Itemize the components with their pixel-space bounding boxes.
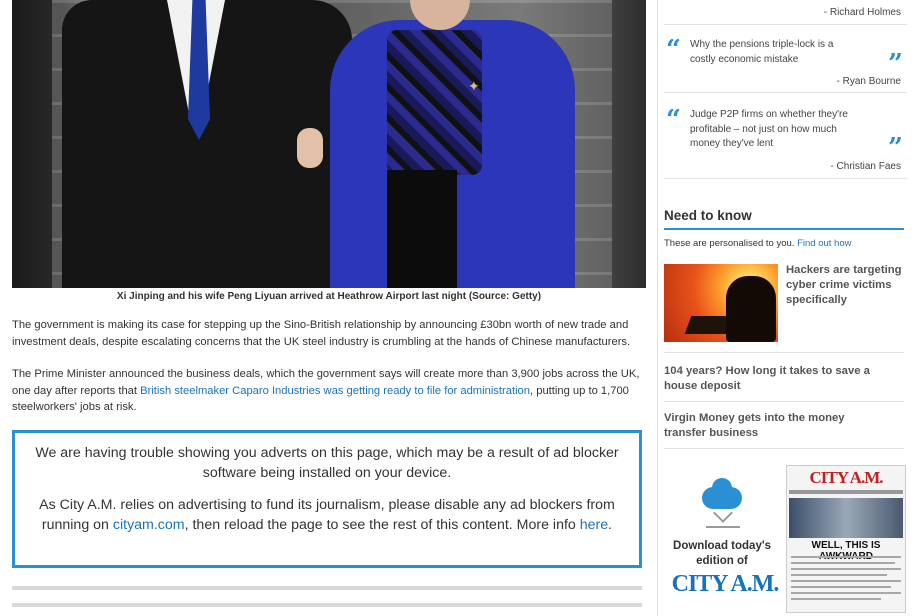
paper-text-line	[791, 556, 901, 558]
chevron-down-icon	[706, 512, 740, 528]
quote-author: - Christian Faes	[830, 161, 901, 172]
paper-photo	[789, 498, 903, 538]
quote-text: Why the pensions triple-lock is a costly economic mistake	[690, 39, 834, 65]
article-paragraph-2	[12, 366, 646, 416]
cityam-link[interactable]: cityam.com	[112, 517, 185, 533]
paper-masthead: CITY A.M.	[809, 468, 883, 487]
adblock-text: , then reload the page to see the rest of this content. More info	[184, 517, 580, 533]
subtitle-text: These are personalised to you.	[664, 238, 798, 249]
need-to-know-item[interactable]: Virgin Money gets into the money transfer business	[664, 412, 845, 439]
adblock-request	[15, 495, 639, 535]
divider	[664, 352, 904, 353]
sidebar	[657, 0, 911, 616]
paper-text-line	[791, 592, 901, 594]
hacker-silhouette	[726, 276, 776, 342]
close-quote-icon: ”	[888, 133, 903, 163]
paragraph-text: , putting up to 1,700 steelworkers' jobs at risk.	[12, 384, 629, 413]
quote-author: - Richard Holmes	[823, 7, 901, 18]
adblock-notice	[12, 430, 642, 568]
paper-text-line	[791, 562, 895, 564]
paragraph-text: The Prime Minister announced the business deals, which the government says will create more than 3,900 jobs across the UK, one day after reports that	[12, 368, 640, 397]
opinion-quote[interactable]	[664, 0, 907, 25]
patterned-scarf	[387, 30, 482, 175]
newspaper-cover[interactable]	[786, 465, 906, 613]
open-quote-icon: “	[666, 35, 681, 65]
download-edition-label[interactable]: Download today's edition of	[673, 540, 771, 567]
blurred-footer-line	[12, 586, 642, 590]
brooch-icon: ✦	[468, 78, 480, 94]
paper-text-line	[791, 586, 891, 588]
adblock-text: .	[608, 517, 613, 533]
paper-text-line	[791, 598, 881, 600]
opinion-quote[interactable]	[664, 30, 907, 93]
black-dress	[387, 170, 457, 288]
image-caption: Xi Jinping and his wife Peng Liyuan arrived at Heathrow Airport last night (Source: Getty)	[116, 291, 542, 302]
divider	[664, 401, 904, 402]
hacker-thumbnail[interactable]	[664, 264, 778, 342]
article-hero-image	[12, 0, 646, 288]
caparo-link[interactable]: British steelmaker Caparo Industries was getting ready to file for administration	[140, 384, 530, 397]
quote-text: Judge P2P firms on whether they're profitable – not just on how much money they've lent	[690, 109, 848, 149]
paper-text-line	[791, 574, 887, 576]
hand	[297, 128, 323, 168]
paper-text-line	[791, 580, 901, 582]
more-info-link[interactable]: here	[579, 517, 609, 533]
adblock-text: As City A.M. relies on advertising to fund its journalism, please disable any ad blockers from running on	[39, 497, 615, 533]
need-to-know-item[interactable]: Hackers are targeting cyber crime victims specifically	[786, 264, 902, 306]
cityam-logo[interactable]: CITY A.M.	[671, 571, 779, 597]
divider	[664, 448, 904, 449]
article-paragraph-1: The government is making its case for stepping up the Sino-British relationship by announcing £30bn worth of new trade and investment deals, despite escalating concerns that the UK steel industry is crumbling at the hands of Chinese manufacturers.	[12, 319, 631, 348]
quote-author: - Ryan Bourne	[836, 76, 901, 87]
adblock-message: We are having trouble showing you adverts on this page, which may be a result of ad blocker software being installed on your device.	[35, 445, 619, 481]
opinion-quote[interactable]	[664, 98, 907, 179]
blurred-footer-line	[12, 603, 642, 607]
need-to-know-subtitle	[664, 238, 852, 249]
need-to-know-item[interactable]: 104 years? How long it takes to save a house deposit	[664, 365, 870, 392]
close-quote-icon: ”	[888, 49, 903, 79]
find-out-how-link[interactable]: Find out how	[797, 238, 852, 249]
need-to-know-heading: Need to know	[664, 208, 752, 223]
paper-strip	[789, 490, 903, 494]
paper-headline: WELL, THIS IS	[811, 540, 881, 551]
open-quote-icon: “	[666, 105, 681, 135]
heading-rule	[664, 228, 904, 230]
paper-text-line	[791, 568, 901, 570]
